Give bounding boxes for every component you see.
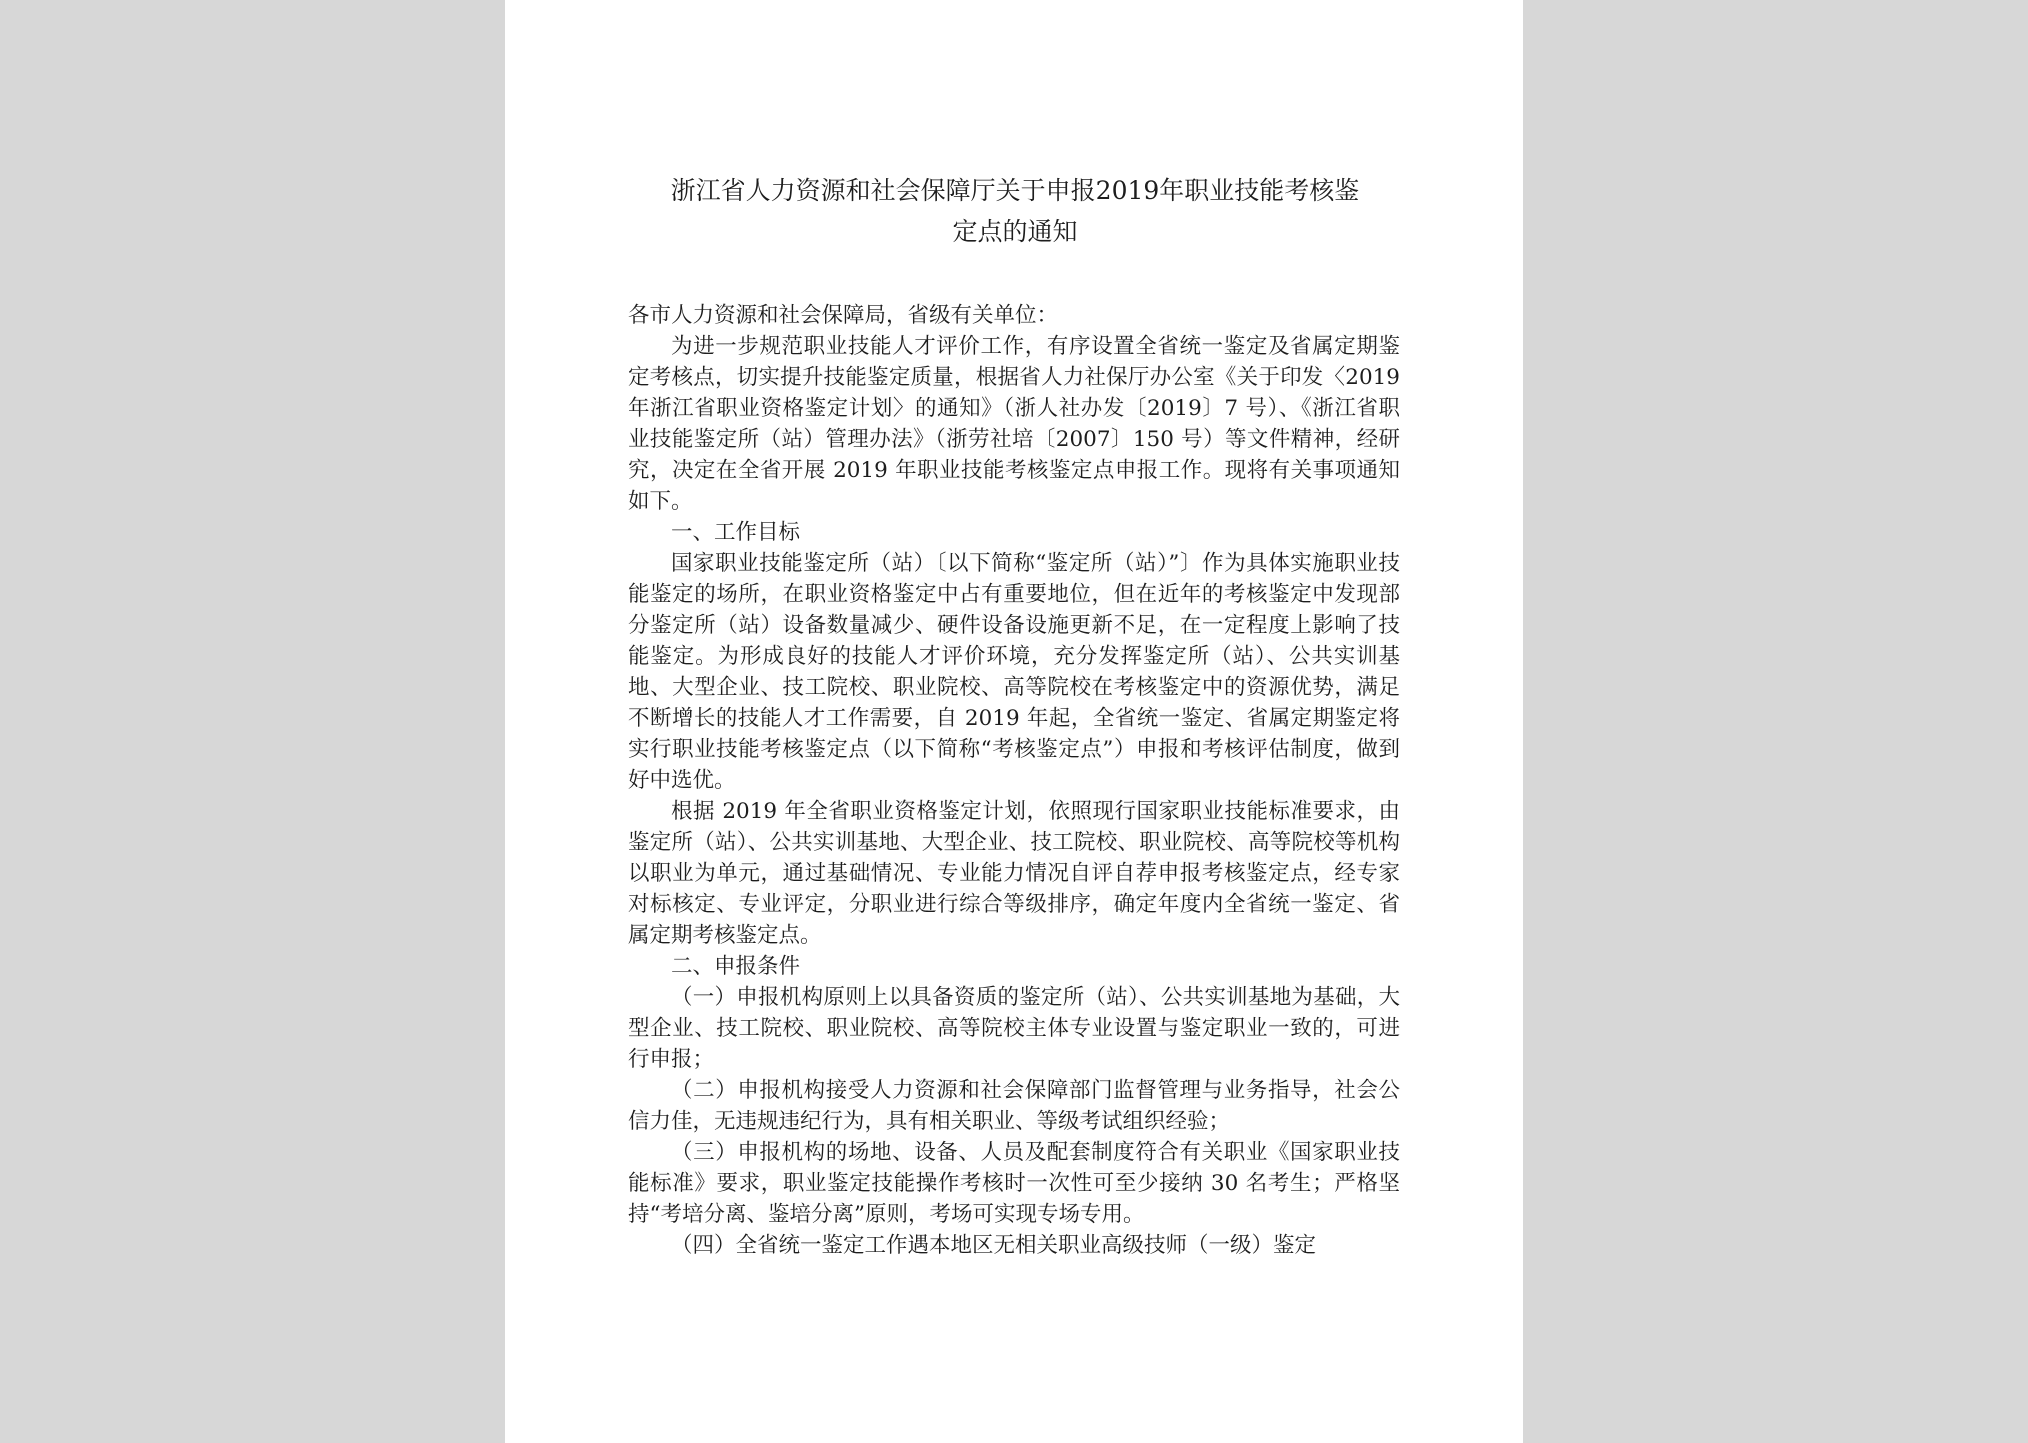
document-body [628, 300, 1400, 1261]
condition-4: （四）全省统一鉴定工作遇本地区无相关职业高级技师（一级）鉴定 [671, 1233, 1317, 1258]
title-line-2: 定点的通知 [952, 217, 1078, 246]
title-line-1: 浙江省人力资源和社会保障厅关于申报2019年职业技能考核鉴 [670, 176, 1360, 205]
intro-paragraph: 为进一步规范职业技能人才评价工作，有序设置全省统一鉴定及省属定期鉴定考核点，切实提升技能鉴定质量，根据省人力社保厅办公室《关于印发〈2019 年浙江省职业资格鉴定计划〉的通知》（浙人社办发〔2019〕7 号）、《浙江省职业技能鉴定所（站）管理办法》（浙劳社培〔2007〕150 号）等文件精神，经研究，决定在全省开展 2019 年职业技能考核鉴定点申报工作。现将有关事项通知如下。 [628, 334, 1400, 514]
condition-1: （一）申报机构原则上以具备资质的鉴定所（站）、公共实训基地为基础，大型企业、技工院校、职业院校、高等院校主体专业设置与鉴定职业一致的，可进行申报； [628, 985, 1400, 1072]
salutation: 各市人力资源和社会保障局，省级有关单位： [628, 303, 1059, 328]
document-page [505, 0, 1523, 1443]
section-heading-2: 二、申报条件 [671, 954, 801, 979]
section-heading-1: 一、工作目标 [671, 520, 801, 545]
condition-2: （二）申报机构接受人力资源和社会保障部门监督管理与业务指导，社会公信力佳，无违规违纪行为，具有相关职业、等级考试组织经验； [628, 1078, 1400, 1134]
section1-paragraph-2: 根据 2019 年全省职业资格鉴定计划，依照现行国家职业技能标准要求，由鉴定所（站）、公共实训基地、大型企业、技工院校、职业院校、高等院校等机构以职业为单元，通过基础情况、专业能力情况自评自荐申报考核鉴定点，经专家对标核定、专业评定，分职业进行综合等级排序，确定年度内全省统一鉴定、省属定期考核鉴定点。 [628, 799, 1400, 948]
document-title [625, 170, 1405, 252]
section1-paragraph-1: 国家职业技能鉴定所（站）〔以下简称“鉴定所（站）”〕作为具体实施职业技能鉴定的场所，在职业资格鉴定中占有重要地位，但在近年的考核鉴定中发现部分鉴定所（站）设备数量减少、硬件设备设施更新不足，在一定程度上影响了技能鉴定。为形成良好的技能人才评价环境，充分发挥鉴定所（站）、公共实训基地、大型企业、技工院校、职业院校、高等院校在考核鉴定中的资源优势，满足不断增长的技能人才工作需要，自 2019 年起，全省统一鉴定、省属定期鉴定将实行职业技能考核鉴定点（以下简称“考核鉴定点”）申报和考核评估制度，做到好中选优。 [628, 551, 1400, 793]
condition-3: （三）申报机构的场地、设备、人员及配套制度符合有关职业《国家职业技能标准》要求，职业鉴定技能操作考核时一次性可至少接纳 30 名考生；严格坚持“考培分离、鉴培分离”原则，考场可实现专场专用。 [628, 1140, 1400, 1227]
